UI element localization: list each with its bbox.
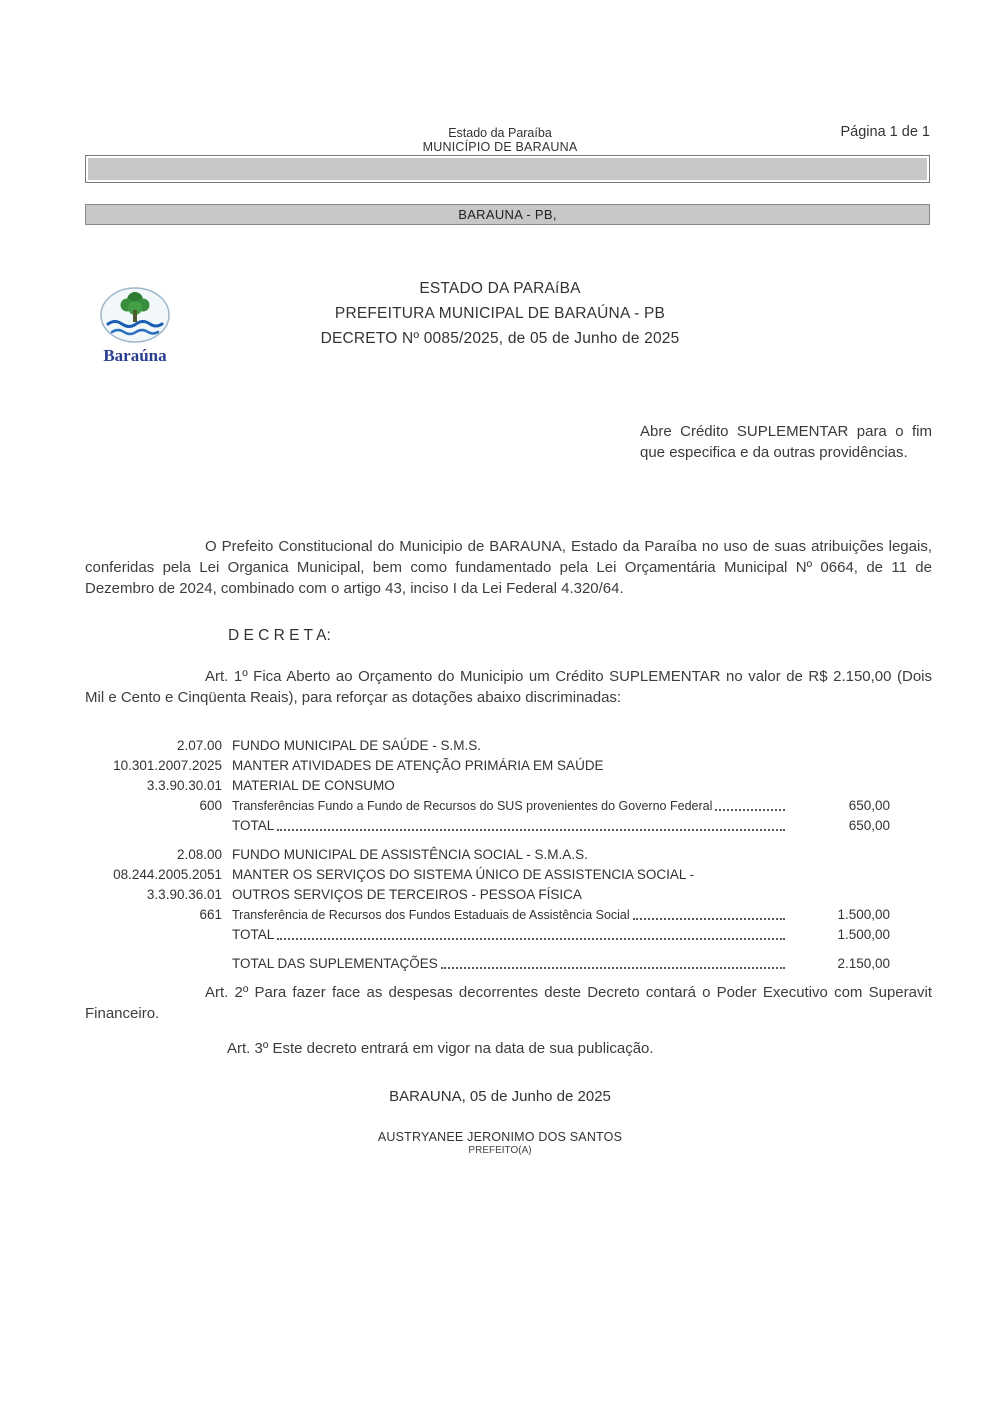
allocation-code: 2.07.00 [176,738,222,753]
allocation-row [85,756,890,776]
allocation-row [85,954,890,974]
preamble-paragraph: O Prefeito Constitucional do Municipio de BARAUNA, Estado da Paraíba no uso de suas atribuições legais, conferidas pela Lei Organica Municipal, bem como fundamentado pela Lei Orçamentária Municipal Nº 0664, de 11 de Dezembro de 2024, combinado com o artigo 43, inciso I da Lei Federal 4.320/64. [85,538,932,597]
title-state: ESTADO DA PARAíBA [419,280,581,297]
allocation-description: OUTROS SERVIÇOS DE TERCEIROS - PESSOA FÍSICA [232,887,582,902]
allocation-code: 661 [199,907,222,922]
allocation-row [85,885,890,905]
allocation-description: MANTER OS SERVIÇOS DO SISTEMA ÚNICO DE ASSISTENCIA SOCIAL - [232,867,695,882]
dot-leader [633,918,785,920]
allocation-description: Transferência de Recursos dos Fundos Estaduais de Assistência Social [232,908,630,922]
allocation-value: 2.150,00 [837,956,890,971]
decree-summary: Abre Crédito SUPLEMENTAR para o fim que especifica e da outras providências. [640,423,932,461]
allocation-description: TOTAL DAS SUPLEMENTAÇÕES [232,956,438,971]
allocation-code: 3.3.90.36.01 [146,887,222,902]
title-decree-number: DECRETO Nº 0085/2025, de 05 de Junho de 2025 [320,330,680,347]
allocation-code: 10.301.2007.2025 [113,758,222,773]
allocation-row [85,905,890,925]
signature-role: PREFEITO(A) [468,1145,532,1156]
allocation-description: TOTAL [232,818,275,833]
allocation-code: 3.3.90.30.01 [146,778,222,793]
allocation-row [85,736,890,756]
allocation-row [85,816,890,836]
scan-bar-title: BARAUNA - PB, [85,204,930,225]
page-number: Página 1 de 1 [840,124,930,140]
article-2: Art. 2º Para fazer face as despesas decorrentes deste Decreto contará o Poder Executivo com Superavit Financeiro. [85,984,932,1022]
allocation-row [85,796,890,816]
dot-leader [441,967,785,969]
allocation-value: 1.500,00 [837,907,890,922]
scan-bar-top [85,155,930,183]
article-3: Art. 3º Este decreto entrará em vigor na data de sua publicação. [227,1040,654,1057]
allocation-description: MATERIAL DE CONSUMO [232,778,395,793]
allocation-value: 650,00 [848,798,890,813]
allocation-row [85,776,890,796]
allocation-row [85,865,890,885]
dot-leader [277,938,785,940]
allocation-description: MANTER ATIVIDADES DE ATENÇÃO PRIMÁRIA EM SAÚDE [232,758,604,773]
allocation-value: 1.500,00 [837,927,890,942]
logo-caption: Baraúna [103,346,167,365]
title-prefecture: PREFEITURA MUNICIPAL DE BARAÚNA - PB [334,305,666,322]
signature-name: AUSTRYANEE JERONIMO DOS SANTOS [377,1130,623,1144]
allocation-description: Transferências Fundo a Fundo de Recursos do SUS provenientes do Governo Federal [232,799,713,813]
allocation-code: 600 [199,798,222,813]
allocation-description: FUNDO MUNICIPAL DE ASSISTÊNCIA SOCIAL - S.M.A.S. [232,847,588,862]
allocations-table [85,736,890,974]
allocation-code: 2.08.00 [176,847,222,862]
allocation-value: 650,00 [848,818,890,833]
scan-bar-top-fill [88,158,927,180]
allocation-description: FUNDO MUNICIPAL DE SAÚDE - S.M.S. [232,738,482,753]
allocation-row [85,845,890,865]
allocation-description: TOTAL [232,927,275,942]
municipality-line: MUNICÍPIO DE BARAUNA [417,140,584,156]
dot-leader [277,829,785,831]
allocation-row [85,925,890,945]
state-line: Estado da Paraíba [448,126,552,140]
allocation-code: 08.244.2005.2051 [113,867,222,882]
place-date-line: BARAUNA, 05 de Junho de 2025 [389,1088,611,1105]
signature-block [0,1130,1000,1156]
article-1: Art. 1º Fica Aberto ao Orçamento do Municipio um Crédito SUPLEMENTAR no valor de R$ 2.150,00 (Dois Mil e Cento e Cinqüenta Reais), para reforçar as dotações abaixo discriminadas: [85,668,932,706]
title-block [0,276,1000,351]
dot-leader [715,809,785,811]
decreta-heading: D E C R E T A: [228,627,331,644]
